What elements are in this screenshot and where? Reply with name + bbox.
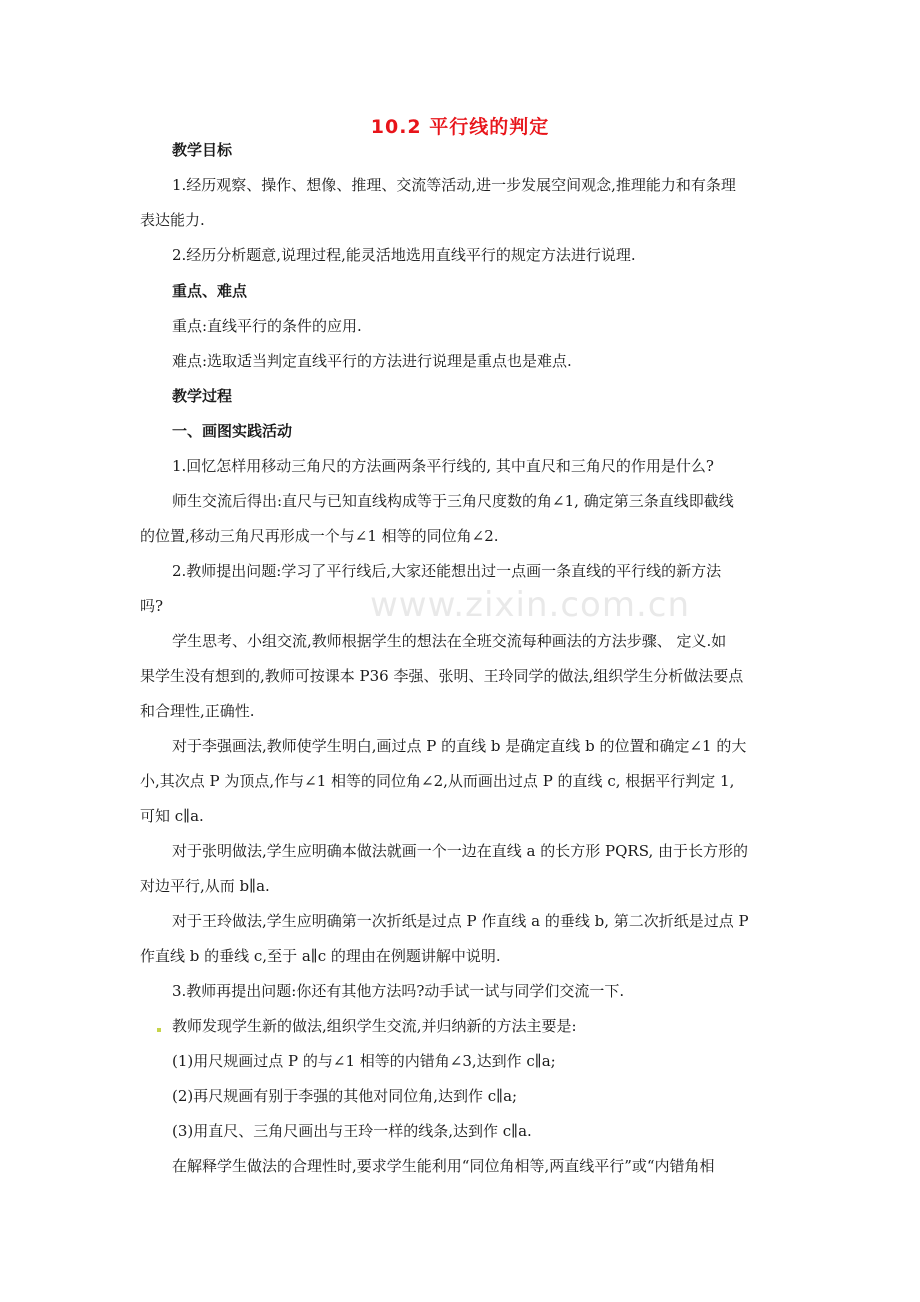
paragraph-line: 作直线 b 的垂线 c,至于 a∥c 的理由在例题讲解中说明. bbox=[140, 947, 501, 965]
paragraph-line: 1.回忆怎样用移动三角尺的方法画两条平行线的, 其中直尺和三角尺的作用是什么? bbox=[172, 457, 714, 475]
paragraph-line: 2.经历分析题意,说理过程,能灵活地选用直线平行的规定方法进行说理. bbox=[172, 246, 636, 264]
paragraph-line: 学生思考、小组交流,教师根据学生的想法在全班交流每种画法的方法步骤、 定义.如 bbox=[172, 632, 727, 650]
watermark: www.zixin.com.cn bbox=[370, 585, 690, 625]
paragraph-line: 在解释学生做法的合理性时,要求学生能利用“同位角相等,两直线平行”或“内错角相 bbox=[172, 1157, 715, 1175]
paragraph-line: 的位置,移动三角尺再形成一个与∠1 相等的同位角∠2. bbox=[140, 527, 499, 545]
page-title: 10.2 平行线的判定 bbox=[370, 116, 550, 138]
paragraph-line: 小,其次点 P 为顶点,作与∠1 相等的同位角∠2,从而画出过点 P 的直线 c, 根据平行判定 1, bbox=[140, 772, 735, 790]
decorative-dot bbox=[157, 1028, 161, 1032]
paragraph-line: 2.教师提出问题:学习了平行线后,大家还能想出过一点画一条直线的平行线的新方法 bbox=[172, 562, 722, 580]
paragraph-line: 对于李强画法,教师使学生明白,画过点 P 的直线 b 是确定直线 b 的位置和确定∠1 的大 bbox=[172, 737, 747, 755]
heading-teaching-process: 教学过程 bbox=[172, 387, 233, 405]
paragraph-line: 师生交流后得出:直尺与已知直线构成等于三角尺度数的角∠1, 确定第三条直线即截线 bbox=[172, 492, 734, 510]
paragraph-line: 吗? bbox=[140, 597, 164, 615]
heading-key-points: 重点、难点 bbox=[172, 282, 248, 300]
paragraph-line: 重点:直线平行的条件的应用. bbox=[172, 317, 362, 335]
paragraph-line: 果学生没有想到的,教师可按课本 P36 李强、张明、王玲同学的做法,组织学生分析做法要点 bbox=[140, 667, 744, 685]
paragraph-line: 和合理性,正确性. bbox=[140, 702, 255, 720]
paragraph-line: 对于张明做法,学生应明确本做法就画一个一边在直线 a 的长方形 PQRS, 由于长方形的 bbox=[172, 842, 748, 860]
paragraph-line: 难点:选取适当判定直线平行的方法进行说理是重点也是难点. bbox=[172, 352, 572, 370]
paragraph-line: 表达能力. bbox=[140, 211, 205, 229]
paragraph-line: 3.教师再提出问题:你还有其他方法吗?动手试一试与同学们交流一下. bbox=[172, 982, 625, 1000]
paragraph-line: 对于王玲做法,学生应明确第一次折纸是过点 P 作直线 a 的垂线 b, 第二次折纸是过点 P bbox=[172, 912, 749, 930]
heading-teaching-goals: 教学目标 bbox=[172, 141, 233, 159]
paragraph-line: 可知 c∥a. bbox=[140, 807, 204, 825]
section-heading-drawing-activity: 一、画图实践活动 bbox=[172, 422, 293, 440]
paragraph-line: 对边平行,从而 b∥a. bbox=[140, 877, 270, 895]
list-item: (3)用直尺、三角尺画出与王玲一样的线条,达到作 c∥a. bbox=[172, 1122, 532, 1140]
list-item: (2)再尺规画有别于李强的其他对同位角,达到作 c∥a; bbox=[172, 1087, 518, 1105]
list-item: (1)用尺规画过点 P 的与∠1 相等的内错角∠3,达到作 c∥a; bbox=[172, 1052, 556, 1070]
paragraph-line: 1.经历观察、操作、想像、推理、交流等活动,进一步发展空间观念,推理能力和有条理 bbox=[172, 176, 736, 194]
paragraph-line: 教师发现学生新的做法,组织学生交流,并归纳新的方法主要是: bbox=[172, 1017, 577, 1035]
